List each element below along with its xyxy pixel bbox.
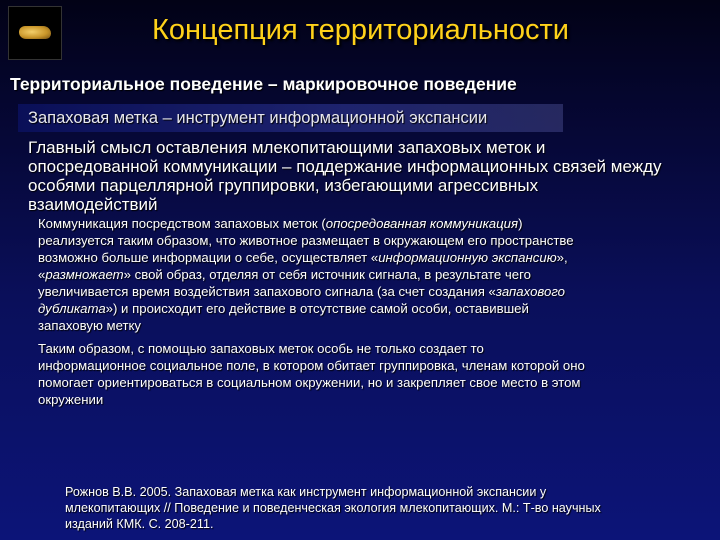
reference-line: изданий КМК. С. 208-211. — [65, 517, 214, 531]
text-run: увеличивается время воздействия запахового сигнала (за счет создания « — [38, 284, 496, 299]
paragraph-line: информационное социальное поле, в котором обитает группировка, членам которой оно — [38, 358, 585, 373]
paragraph-line: окружении — [38, 392, 104, 407]
amber-stone-logo-icon — [19, 26, 51, 39]
paragraph-line: Таким образом, с помощью запаховых меток особь не только создает то — [38, 341, 484, 356]
paragraph-line — [38, 283, 718, 300]
conclusion-paragraph — [38, 340, 718, 408]
italic-term: дубликата — [38, 301, 106, 316]
slide-title: Концепция территориальности — [152, 14, 569, 46]
main-paragraph-line: Главный смысл оставления млекопитающими запаховых меток и — [28, 138, 546, 157]
reference-line: млекопитающих // Поведение и поведенческая экология млекопитающих. М.: Т-во научных — [65, 501, 601, 515]
text-run: « — [38, 267, 46, 282]
subheading: Запаховая метка – инструмент информационной экспансии — [28, 109, 488, 127]
text-run: ») и происходит его действие в отсутствие самой особи, оставившей — [105, 301, 529, 316]
text-run: ) — [518, 216, 523, 231]
text-run: возможно больше информации о себе, осуществляет « — [38, 250, 379, 265]
italic-term: размножает — [45, 267, 124, 282]
italic-term: запахового — [495, 284, 566, 299]
paragraph-line — [38, 215, 718, 232]
paragraph-line: реализуется таким образом, что животное размещает в окружающем его пространстве — [38, 233, 574, 248]
text-run: », — [556, 250, 568, 265]
bibliographic-reference — [65, 484, 705, 532]
main-paragraph — [28, 138, 718, 214]
italic-term: опосредованная коммуникация — [325, 216, 519, 231]
paragraph-line: запаховую метку — [38, 318, 142, 333]
paragraph-line — [38, 249, 718, 266]
section-heading: Территориальное поведение – маркировочное поведение — [10, 74, 517, 94]
logo — [8, 6, 62, 60]
text-run: Коммуникация посредством запаховых меток ( — [38, 216, 326, 231]
main-paragraph-line: особями парцеллярной группировки, избегающими агрессивных — [28, 176, 539, 195]
text-run: » свой образ, отделяя от себя источник сигнала, в результате чего — [123, 267, 531, 282]
main-paragraph-line: опосредованной коммуникации – поддержание информационных связей между — [28, 157, 662, 176]
communication-paragraph — [38, 215, 718, 334]
paragraph-line — [38, 300, 718, 317]
reference-line: Рожнов В.В. 2005. Запаховая метка как инструмент информационной экспансии у — [65, 485, 547, 499]
italic-term: информационную экспансию — [378, 250, 557, 265]
paragraph-line: помогает ориентироваться в социальном окружении, но и закрепляет свое место в этом — [38, 375, 581, 390]
paragraph-line — [38, 266, 718, 283]
main-paragraph-line: взаимодействий — [28, 195, 158, 214]
